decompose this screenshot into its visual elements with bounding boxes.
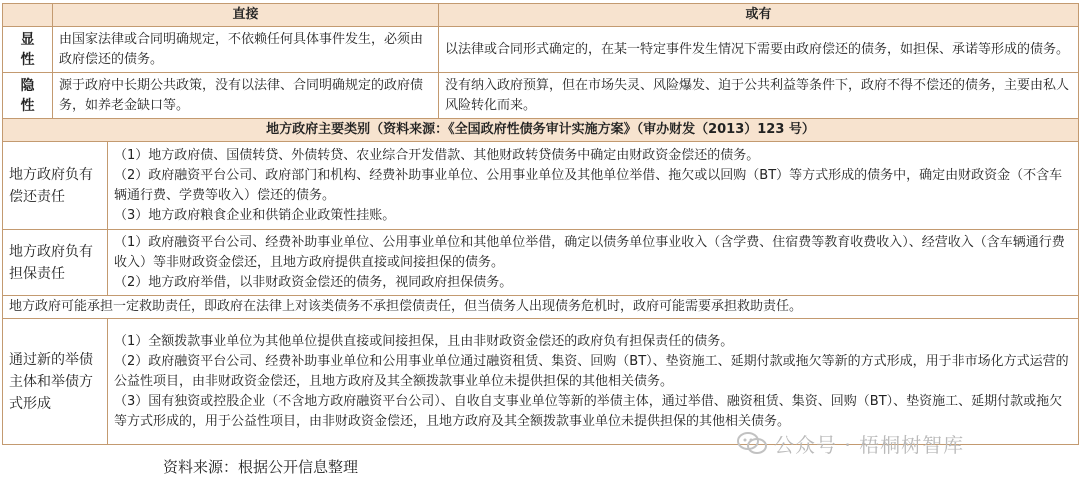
header-row	[3, 4, 1079, 27]
implicit-direct-cell: 源于政府中长期公共政策，没有以法律、合同明确规定的政府债务，如养老金缺口等。	[53, 73, 439, 119]
list-item: （2）地方政府举借，以非财政资金偿还的债务，视同政府担保债务。	[114, 274, 513, 290]
category-row-guarantee	[3, 230, 1079, 296]
category-band-title: 地方政府主要类别（资料来源：《全国政府性债务审计实施方案》（审办财发（2013）123 号）	[3, 119, 1079, 142]
rescue-row	[3, 296, 1079, 319]
category-band-row	[3, 119, 1079, 142]
implicit-row	[3, 73, 1079, 119]
wechat-icon	[736, 430, 768, 456]
implicit-contingent-cell: 没有纳入政府预算，但在市场失灵、风险爆发、迫于公共利益等条件下，政府不得不偿还的债务，主要由私人风险转化而来。	[439, 73, 1079, 119]
explicit-contingent-cell: 以法律或合同形式确定的，在某一特定事件发生情况下需要由政府偿还的债务，如担保、承诺等形成的债务。	[439, 27, 1079, 73]
source-note: 资料来源：根据公开信息整理	[163, 458, 359, 476]
list-item: （3）地方政府粮食企业和供销企业政策性挂账。	[114, 207, 396, 223]
header-direct: 直接	[53, 4, 439, 27]
category-row-repay	[3, 142, 1079, 230]
list-item: （2）政府融资平台公司、经费补助事业单位和公用事业单位通过融资租赁、集资、回购（BT）、垫资施工、延期付款或拖欠等新的方式形成，用于非市场化方式运营的公益性项目，由非财政资金偿还，且地方政府及其全额拨款事业单位未提供担保的其他相关债务。	[114, 353, 1069, 389]
explicit-direct-cell: 由国家法律或合同明确规定，不依赖任何具体事件发生，必须由政府偿还的债务。	[53, 27, 439, 73]
category-items-repay	[108, 142, 1079, 230]
rescue-text: 地方政府可能承担一定救助责任，即政府在法律上对该类债务不承担偿债责任，但当债务人出现债务危机时，政府可能需要承担救助责任。	[3, 296, 1079, 319]
category-items-guarantee	[108, 230, 1079, 296]
category-name-repay: 地方政府负有偿还责任	[3, 142, 108, 230]
list-item: （2）政府融资平台公司、政府部门和机构、经费补助事业单位、公用事业单位及其他单位举借、拖欠或以回购（BT）等方式形成的债务中，确定由财政资金（不含车辆通行费、学费等收入）偿还的债务。	[114, 167, 1063, 203]
list-item: （1）全额拨款事业单位为其他单位提供直接或间接担保，且由非财政资金偿还的政府负有担保责任的债务。	[114, 333, 734, 349]
implicit-label: 隐 性	[3, 73, 53, 119]
list-item: （1）政府融资平台公司、经费补助事业单位、公用事业单位和其他单位举借，确定以债务单位事业收入（含学费、住宿费等教育收费收入）、经营收入（含车辆通行费收入）等非财政资金偿还，且地方政府提供直接或间接担保的债务。	[114, 234, 1065, 270]
watermark-text: 公众号 · 梧桐树智库	[774, 432, 965, 457]
category-name-guarantee: 地方政府负有担保责任	[3, 230, 108, 296]
debt-classification-table	[2, 3, 1079, 445]
explicit-label: 显 性	[3, 27, 53, 73]
list-item: （3）国有独资或控股企业（不含地方政府融资平台公司）、自收自支事业单位等新的举债主体，通过举借、融资租赁、集资、回购（BT）、垫资施工、延期付款或拖欠等方式形成的，用于公益性项目，由非财政资金偿还，且地方政府及其全额拨款事业单位未提供担保的其他相关债务。	[114, 393, 1063, 429]
watermark	[736, 426, 964, 460]
header-contingent: 或有	[439, 4, 1079, 27]
list-item: （1）地方政府债、国债转贷、外债转贷、农业综合开发借款、其他财政转贷债务中确定由财政资金偿还的债务。	[114, 147, 760, 163]
explicit-row	[3, 27, 1079, 73]
header-corner	[3, 4, 53, 27]
category-name-new-entity: 通过新的举债主体和举债方式形成	[3, 319, 108, 445]
